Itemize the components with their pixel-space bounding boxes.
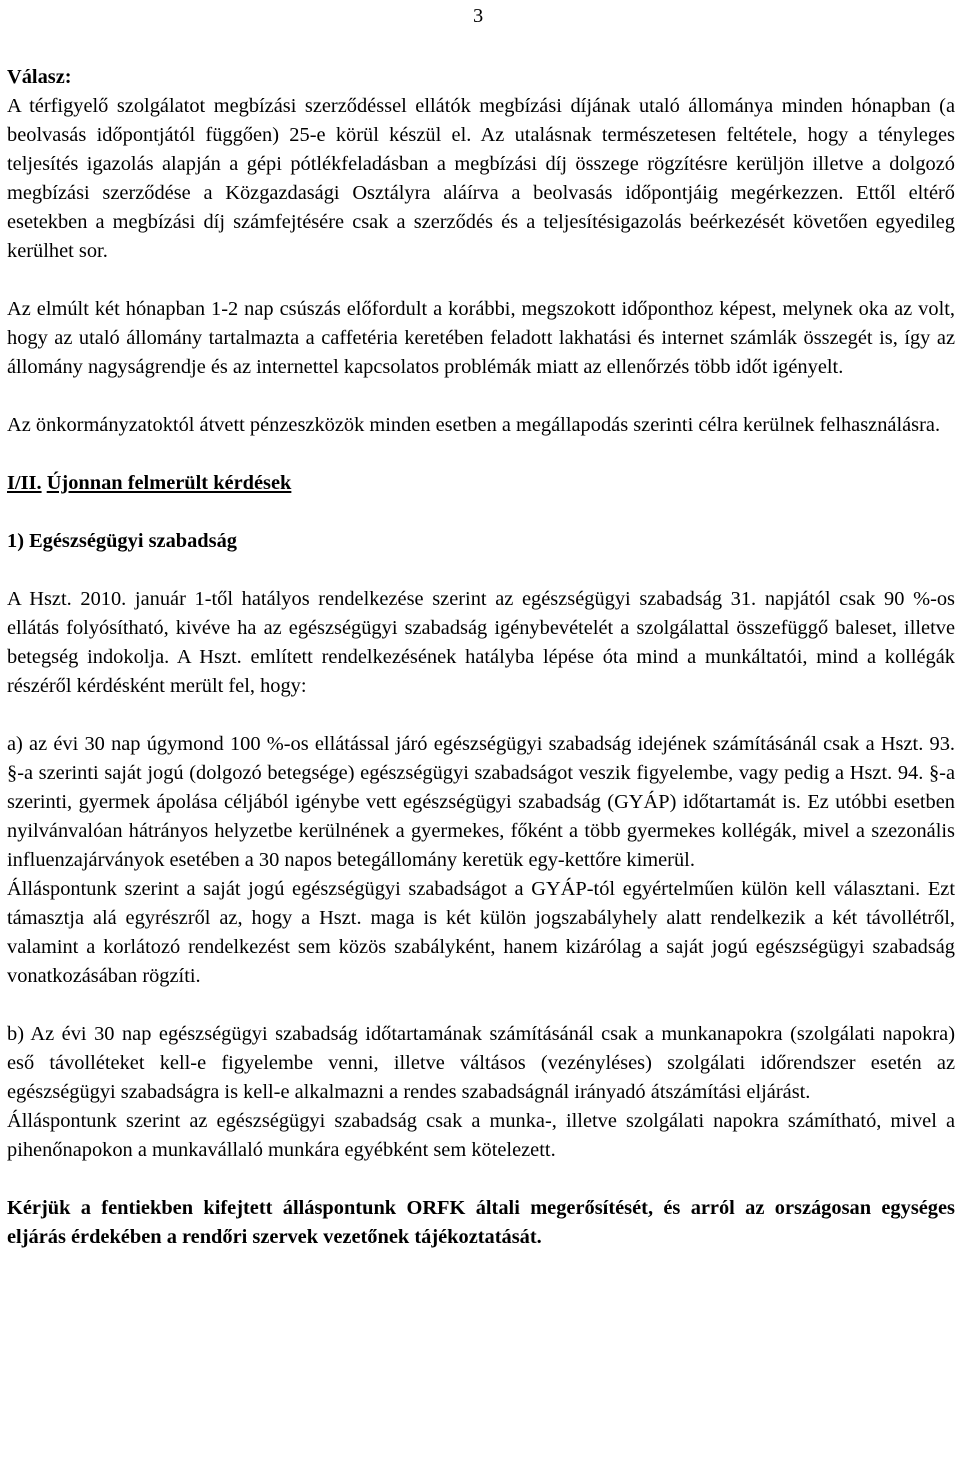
answer-label: Válasz: bbox=[7, 66, 72, 88]
document-body bbox=[7, 63, 955, 1252]
paragraph-transfer-schedule: A térfigyelő szolgálatot megbízási szerződéssel ellátók megbízási díjának utaló állománya minden hónapban (a beolvasás időpontjától függően) 25-e körül készül el. Az utalásnak természetesen feltétele, hogy a tényleges teljesítés igazolás alapján a gépi pótlékfeladásban a megbízási díj összege rögzítésre kerüljön illetve a dolgozó megbízási szerződése a Közgazdasági Osztályra aláírva a beolvasás időpontjáig megérkezzen. Ettől eltérő esetekben a megbízási díj számfejtésére csak a szerződés és a teljesítésigazolás beérkezését követően egyedileg kerülhet sor. bbox=[7, 95, 955, 262]
section-heading bbox=[7, 469, 955, 498]
paragraph-position-b: Álláspontunk szerint az egészségügyi szabadság csak a munka-, illetve szolgálati napokra számítható, mivel a pihenőnapokon a munkavállaló munkára egyébként sem kötelezett. bbox=[7, 1110, 955, 1161]
paragraph-delay-explanation: Az elmúlt két hónapban 1-2 nap csúszás előfordult a korábbi, megszokott időponthoz képest, melynek oka az volt, hogy az utaló állomány tartalmazta a caffetéria keretében feladott lakhatási és internet számlák összegét is, így az állomány nagyságrendje és az internettel kapcsolatos problémák miatt az ellenőrzés több időt igényelt. bbox=[7, 298, 955, 378]
paragraph-position-a: Álláspontunk szerint a saját jogú egészségügyi szabadságot a GYÁP-tól egyértelműen külön kell választani. Ezt támasztja alá egyrészről az, hogy a Hszt. maga is két külön jogszabályhely alatt rendelkezik a két távollétről, valamint a korlátozó rendelkezést sem közös szabályként, hanem kizárólag a saját jogú egészségügyi szabadság vonatkozásában rögzíti. bbox=[7, 878, 955, 987]
paragraph-question-b: b) Az évi 30 nap egészségügyi szabadság időtartamának számításánál csak a munkanapokra (szolgálati napokra) eső távolléteket kell-e figyelembe venni, illetve váltásos (vezényléses) szolgálati időrendszer esetén az egészségügyi szabadságra is kell-e alkalmazni a rendes szabadságnál irányadó átszámítási eljárást. bbox=[7, 1023, 955, 1103]
section-title: Újonnan felmerült kérdések bbox=[46, 472, 292, 494]
paragraph-hszt-provision: A Hszt. 2010. január 1-től hatályos rendelkezése szerint az egészségügyi szabadság 31. napjától csak 90 %-os ellátás folyósítható, kivéve ha az egészségügyi szabadság igénybevételét a szolgálattal összefüggő baleset, illetve betegség indokolja. A Hszt. említett rendelkezésének hatályba lépése óta mind a munkáltatói, mind a kollégák részéről kérdésként merült fel, hogy: bbox=[7, 588, 955, 697]
section-number: I/II. bbox=[7, 472, 42, 494]
paragraph-request: Kérjük a fentiekben kifejtett álláspontunk ORFK általi megerősítését, és arról az országosan egységes eljárás érdekében a rendőri szervek vezetőnek tájékoztatását. bbox=[7, 1197, 955, 1248]
page-number: 3 bbox=[473, 5, 484, 27]
subsection-heading: 1) Egészségügyi szabadság bbox=[7, 530, 237, 552]
paragraph-municipal-funds: Az önkormányzatoktól átvett pénzeszközök minden esetben a megállapodás szerinti célra kerülnek felhasználásra. bbox=[7, 414, 941, 436]
paragraph-question-a: a) az évi 30 nap úgymond 100 %-os ellátással járó egészségügyi szabadság idejének számításánál csak a Hszt. 93. §-a szerinti saját jogú (dolgozó betegsége) egészségügyi szabadságot veszik figyelembe, vagy pedig a Hszt. 94. §-a szerinti, gyermek ápolása céljából igénybe vett egészségügyi szabadság (GYÁP) időtartamát is. Ez utóbbi esetben nyilvánvalóan hátrányos helyzetbe kerülnének a gyermekes, főként a több gyermekes kollégák, mivel a szezonális influenzajárványok esetében a 30 napos betegállomány keretük egy-kettőre kimerül. bbox=[7, 733, 955, 871]
